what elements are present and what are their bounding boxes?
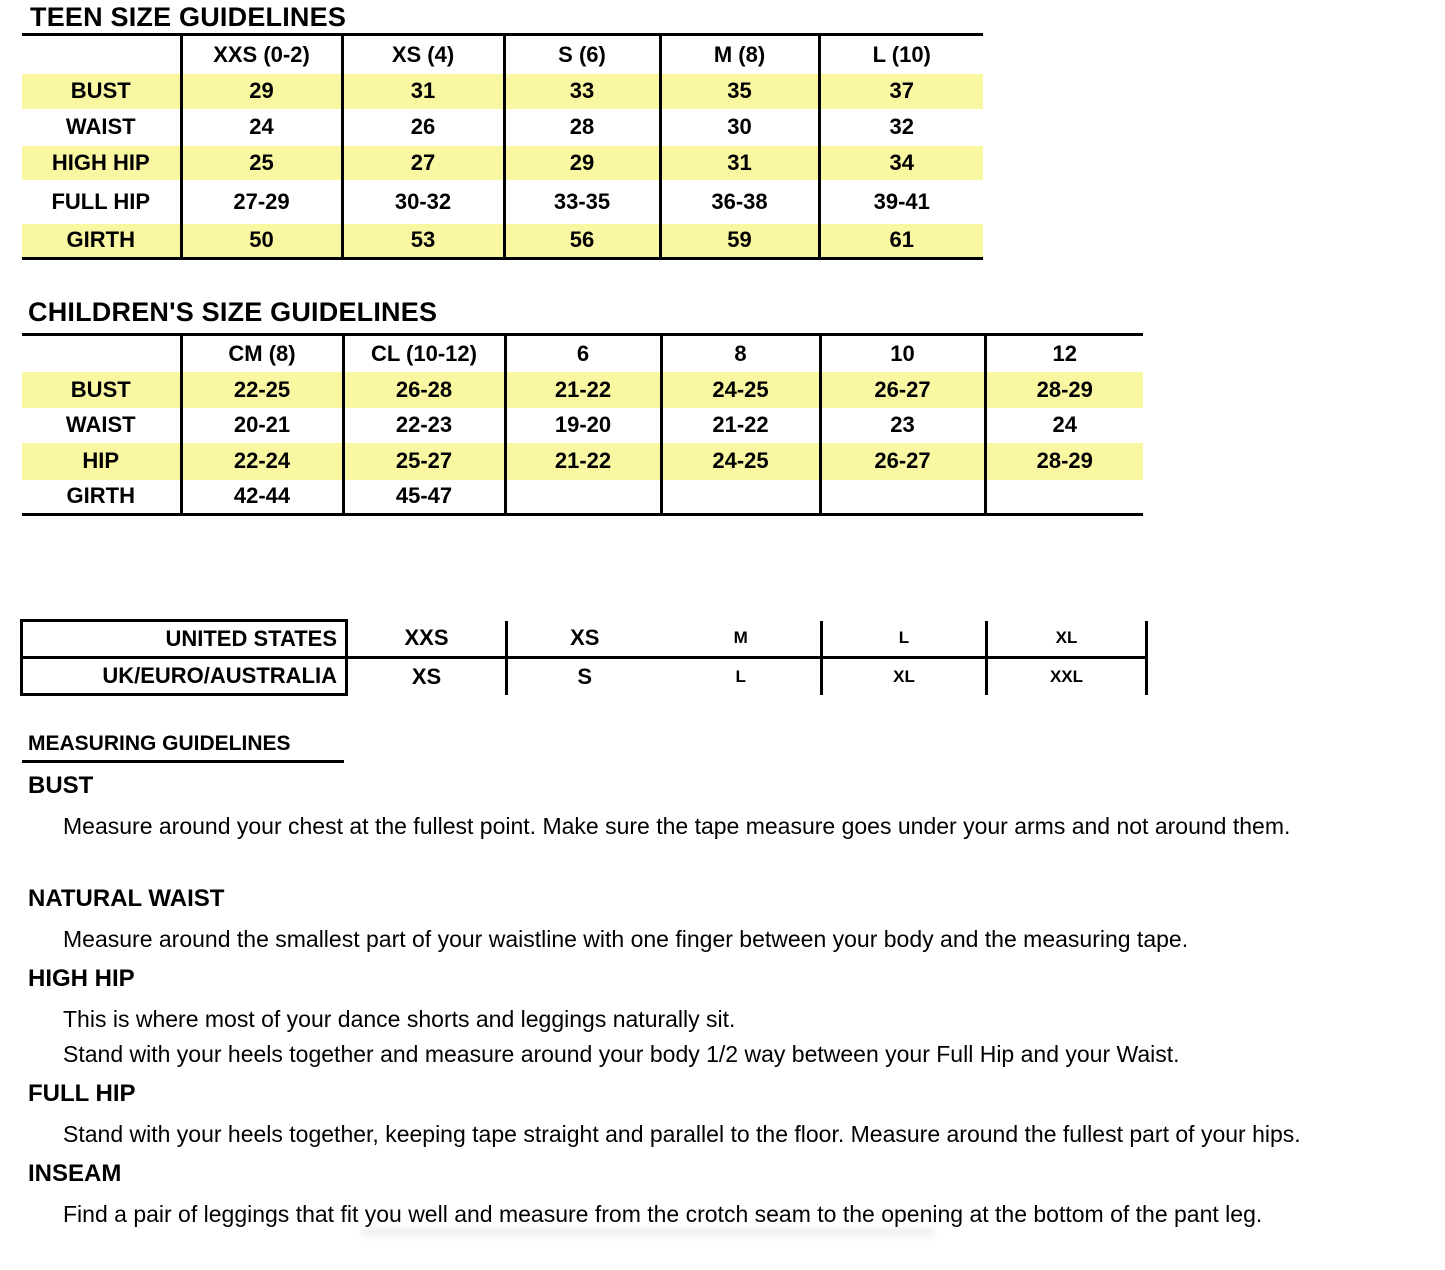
measuring-guidelines-sections xyxy=(28,770,1428,1228)
table-cell: 22-24 xyxy=(181,443,343,480)
teen-size-table xyxy=(22,33,983,260)
table-row xyxy=(22,180,983,224)
table-cell: 20-21 xyxy=(181,408,343,443)
measuring-instruction: Stand with your heels together, keeping tape straight and parallel to the floor. Measure around the fullest part of your hips. xyxy=(63,1121,1301,1147)
table-cell: 26-27 xyxy=(820,443,985,480)
size-value-cell: XS xyxy=(347,658,507,695)
table-cell: 21-22 xyxy=(661,408,820,443)
row-label: GIRTH xyxy=(66,483,135,509)
measuring-title-underline xyxy=(22,760,344,763)
table-row xyxy=(22,74,983,109)
measuring-instruction: Find a pair of leggings that fit you well and measure from the crotch seam to the opening at the bottom of the pant leg. xyxy=(63,1201,1263,1227)
column-header: M (8) xyxy=(660,35,819,74)
measuring-instruction: Measure around your chest at the fullest point. Make sure the tape measure goes under your arms and not around them. xyxy=(63,813,1291,839)
table-cell: 24-25 xyxy=(661,372,820,408)
column-header: XXS (0-2) xyxy=(181,35,342,74)
table-cell: 29 xyxy=(504,146,660,180)
row-label: WAIST xyxy=(65,114,136,139)
table-row xyxy=(22,372,1143,408)
measuring-instruction: Measure around the smallest part of your waistline with one finger between your body and the measuring tape. xyxy=(63,926,1189,952)
table-cell: 22-25 xyxy=(181,372,343,408)
table-cell: 24 xyxy=(181,109,342,146)
measuring-section-heading: NATURAL WAIST xyxy=(28,885,225,912)
row-label: GIRTH xyxy=(22,224,181,259)
table-cell: 28-29 xyxy=(985,372,1143,408)
table-cell: 22-23 xyxy=(343,408,505,443)
table-cell: 39-41 xyxy=(819,180,983,224)
table-cell: 36-38 xyxy=(660,180,819,224)
column-header: XS (4) xyxy=(342,35,504,74)
measuring-section xyxy=(28,772,1428,840)
table-cell: 26-27 xyxy=(820,372,985,408)
size-value-cell: L xyxy=(662,658,822,695)
size-value-cell: M xyxy=(662,621,822,658)
region-label: UK/EURO/AUSTRALIA xyxy=(22,658,347,695)
table-cell: 53 xyxy=(342,224,504,259)
children-table-title: CHILDREN'S SIZE GUIDELINES xyxy=(28,297,438,327)
table-cell: 28 xyxy=(504,109,660,146)
measuring-instruction: This is where most of your dance shorts and leggings naturally sit. xyxy=(63,1006,736,1032)
measuring-instruction: Stand with your heels together and measure around your body 1/2 way between your Full Hip and your Waist. xyxy=(63,1041,1180,1067)
size-value-cell: XXL xyxy=(987,658,1147,695)
table-cell: 33 xyxy=(504,74,660,109)
table-cell: 33-35 xyxy=(504,180,660,224)
table-cell: 27 xyxy=(342,146,504,180)
size-value-cell: XL xyxy=(987,621,1147,658)
column-header: S (6) xyxy=(504,35,660,74)
table-cell: 21-22 xyxy=(505,372,661,408)
size-value-cell: S xyxy=(577,663,593,689)
column-header: CL (10-12) xyxy=(343,335,505,372)
table-cell: 35 xyxy=(660,74,819,109)
measuring-section-heading: FULL HIP xyxy=(28,1080,136,1107)
column-header: CM (8) xyxy=(181,335,343,372)
table-cell xyxy=(505,480,661,515)
table-cell: 26 xyxy=(342,109,504,146)
measuring-guidelines-title: MEASURING GUIDELINES xyxy=(28,732,291,755)
table-cell: 56 xyxy=(504,224,660,259)
measuring-section xyxy=(28,1080,1428,1148)
table-cell: 30 xyxy=(660,109,819,146)
table-cell: 31 xyxy=(660,146,819,180)
children-size-table xyxy=(22,333,1143,516)
table-row xyxy=(22,443,1143,480)
table-cell: 37 xyxy=(819,74,983,109)
size-conversion-table xyxy=(20,619,1148,696)
measuring-section xyxy=(28,1160,1428,1228)
table-cell: 42-44 xyxy=(181,480,343,515)
table-cell: 24 xyxy=(985,408,1143,443)
table-cell: 21-22 xyxy=(505,443,661,480)
table-row xyxy=(22,109,983,146)
table-cell: 50 xyxy=(181,224,342,259)
table-row xyxy=(22,146,983,180)
table-cell: 26-28 xyxy=(343,372,505,408)
header-row xyxy=(22,335,1143,372)
table-cell: 59 xyxy=(660,224,819,259)
column-header: 10 xyxy=(820,335,985,372)
table-row xyxy=(22,408,1143,443)
table-cell: 27-29 xyxy=(181,180,342,224)
row-label: BUST xyxy=(22,74,181,109)
table-cell: 28-29 xyxy=(985,443,1143,480)
column-header: L (10) xyxy=(819,35,983,74)
row-label: FULL HIP xyxy=(51,188,151,214)
column-header: 12 xyxy=(985,335,1143,372)
table-row xyxy=(22,224,983,259)
conversion-row xyxy=(22,658,1147,695)
column-header: 8 xyxy=(661,335,820,372)
table-cell: 32 xyxy=(819,109,983,146)
table-cell: 45-47 xyxy=(343,480,505,515)
table-cell: 25 xyxy=(181,146,342,180)
size-value-cell: XXS xyxy=(347,621,507,658)
table-cell: 29 xyxy=(181,74,342,109)
teen-table-title: TEEN SIZE GUIDELINES xyxy=(30,2,347,32)
conversion-row xyxy=(22,621,1147,658)
size-value-cell: L xyxy=(822,621,987,658)
region-label: UNITED STATES xyxy=(22,621,347,658)
table-cell xyxy=(820,480,985,515)
row-label: BUST xyxy=(22,372,181,408)
table-cell: 24-25 xyxy=(661,443,820,480)
size-value-cell: XL xyxy=(822,658,987,695)
table-cell: 61 xyxy=(819,224,983,259)
row-label: HIP xyxy=(22,443,181,480)
measuring-section xyxy=(28,885,1428,953)
bottom-edge-shadow xyxy=(360,1228,935,1240)
table-cell: 34 xyxy=(819,146,983,180)
table-row xyxy=(22,480,1143,515)
row-label: WAIST xyxy=(65,412,136,437)
table-cell xyxy=(661,480,820,515)
size-value-cell: XS xyxy=(507,621,662,658)
table-cell: 31 xyxy=(342,74,504,109)
table-cell: 19-20 xyxy=(505,408,661,443)
measuring-section-heading: INSEAM xyxy=(28,1160,122,1187)
table-cell: 25-27 xyxy=(343,443,505,480)
corner-cell xyxy=(22,335,181,372)
measuring-section xyxy=(28,965,1428,1068)
table-cell: 23 xyxy=(820,408,985,443)
table-cell: 30-32 xyxy=(342,180,504,224)
column-header: 6 xyxy=(505,335,661,372)
row-label: HIGH HIP xyxy=(22,146,181,180)
measuring-section-heading: BUST xyxy=(28,772,94,799)
measuring-section-heading: HIGH HIP xyxy=(28,965,135,992)
corner-cell xyxy=(22,35,181,74)
table-cell xyxy=(985,480,1143,515)
header-row xyxy=(22,35,983,74)
